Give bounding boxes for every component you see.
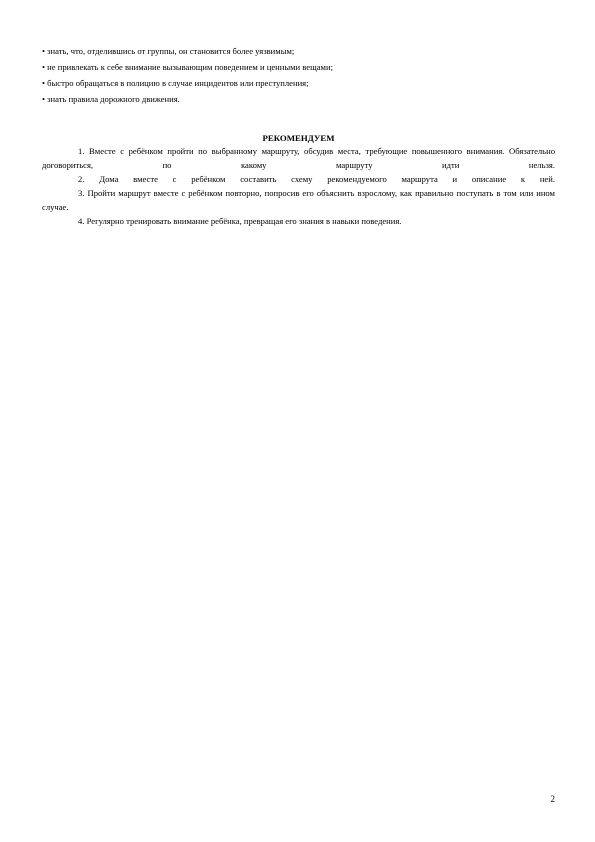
recommendation-item: 3. Пройти маршрут вместе с ребёнком повторно, попросив его объяснить взрослому, как правильно поступать в том или ином случае. bbox=[42, 188, 555, 212]
section-heading: РЕКОМЕНДУЕМ bbox=[262, 133, 335, 143]
bullet-item: • не привлекать к себе внимание вызывающим поведением и ценными вещами; bbox=[42, 62, 333, 72]
recommendation-item: 1. Вместе с ребёнком пройти по выбранному маршруту, обсудив места, требующие повышенного внимания. Обязательно договориться, по какому маршруту идти нельзя. bbox=[42, 146, 555, 170]
bullet-item: • знать правила дорожного движения. bbox=[42, 94, 180, 104]
bullet-list bbox=[42, 43, 555, 107]
recommendation-item: 4. Регулярно тренировать внимание ребёнка, превращая его знания в навыки поведения. bbox=[78, 216, 402, 226]
recommendation-item: 2. Дома вместе с ребёнком составить схему рекомендуемого маршрута и описание к ней. bbox=[78, 174, 555, 184]
page-number: 2 bbox=[550, 794, 555, 804]
bullet-item: • знать, что, отделившись от группы, он становится более уязвимым; bbox=[42, 46, 295, 56]
bullet-item: • быстро обращаться в полицию в случае инцидентов или преступления; bbox=[42, 78, 309, 88]
recommendation-list bbox=[42, 144, 555, 228]
